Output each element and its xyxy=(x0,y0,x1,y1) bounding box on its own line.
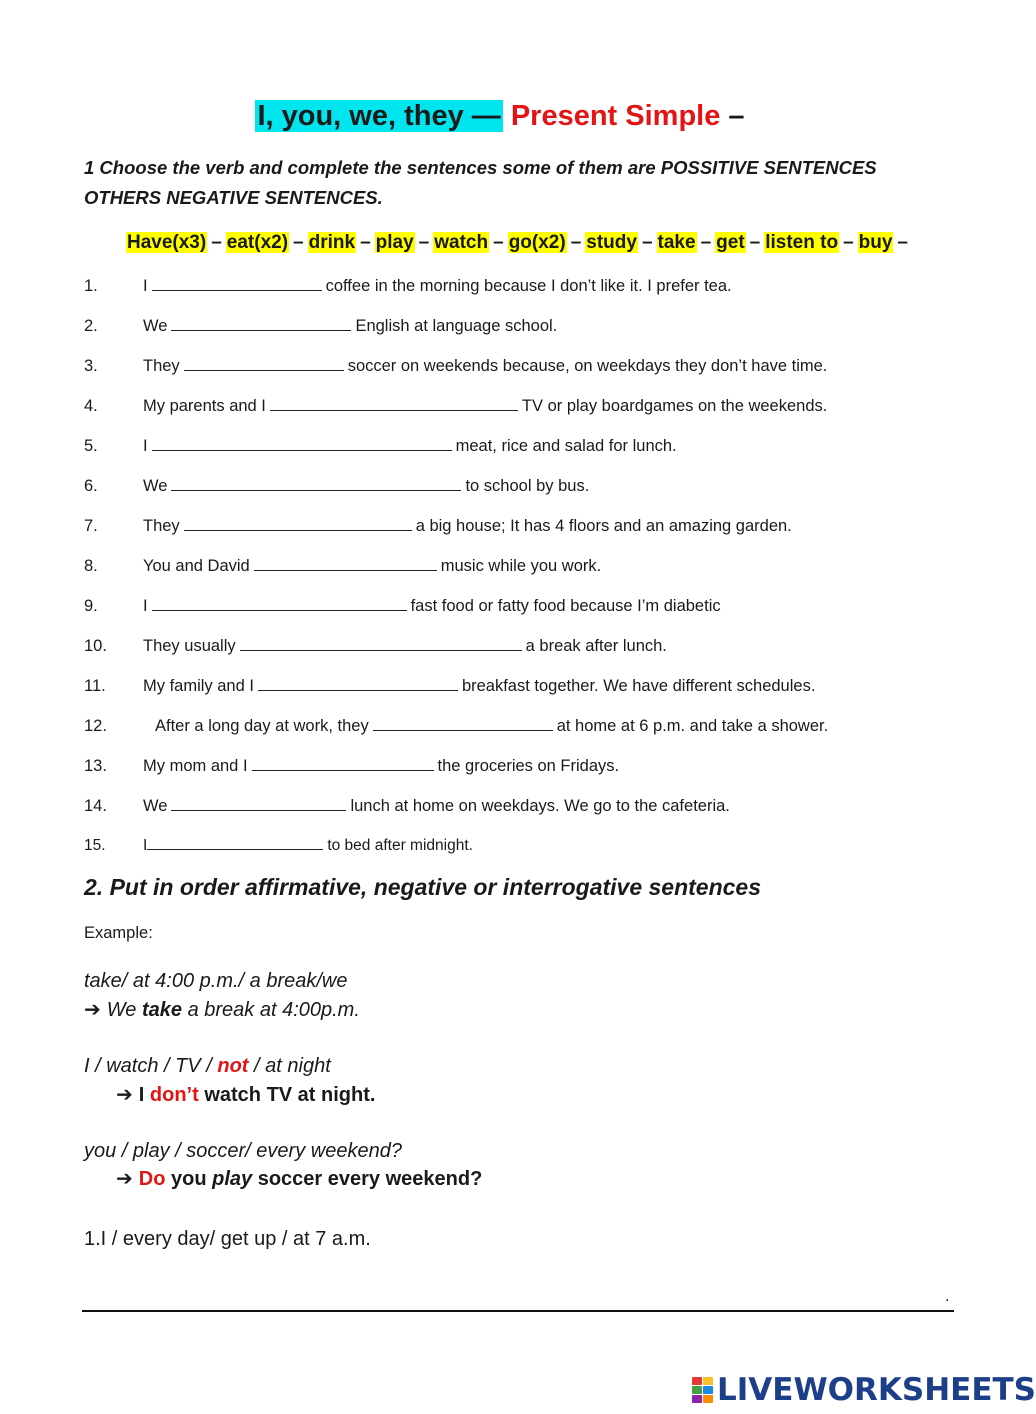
verb-separator: – xyxy=(897,232,908,253)
sentence-text xyxy=(143,672,815,700)
sentence-number: 11. xyxy=(84,677,106,695)
sentence-end: English at language school. xyxy=(355,317,558,335)
verb-bank-item: listen to xyxy=(765,232,839,253)
sentence-row xyxy=(84,512,964,552)
sentence-text xyxy=(143,552,601,580)
sentence-end: TV or play boardgames on the weekends. xyxy=(521,397,828,415)
sentence-number: 14. xyxy=(84,797,107,815)
sentence-number: 4. xyxy=(84,397,98,415)
arrow-icon: ➔ xyxy=(116,1168,133,1190)
logo-text: LIVEWORKSHEETS xyxy=(717,1372,1036,1408)
sentence-end: to bed after midnight. xyxy=(327,837,473,854)
sentence-end: the groceries on Fridays. xyxy=(437,757,620,775)
sentence-end: a big house; It has 4 floors and an amazing garden. xyxy=(415,517,792,535)
sentence-list xyxy=(84,272,964,870)
sentence-start: I xyxy=(143,437,148,455)
sentence-row xyxy=(84,352,964,392)
answer-blank[interactable] xyxy=(152,596,407,611)
exercise2-heading: 2. Put in order affirmative, negative or interrogative sentences xyxy=(84,874,762,900)
verb-bank-item: take xyxy=(657,232,696,253)
sentence-row xyxy=(84,312,964,352)
example3-answer-rest: soccer every weekend? xyxy=(257,1168,483,1190)
answer-blank[interactable] xyxy=(171,316,351,331)
sentence-number: 3. xyxy=(84,357,98,375)
sentence-text xyxy=(143,312,557,340)
sentence-number: 9. xyxy=(84,597,98,615)
sentence-start: I xyxy=(143,597,148,615)
sentence-text xyxy=(143,432,677,460)
verb-separator: – xyxy=(641,232,653,253)
answer-line-dot: . xyxy=(945,1288,950,1305)
sentence-number: 7. xyxy=(84,517,98,535)
example2-answer-rest: watch TV at night. xyxy=(204,1084,376,1106)
verb-separator: – xyxy=(211,232,222,253)
sentence-number: 12. xyxy=(84,717,107,735)
sentence-text xyxy=(143,392,827,420)
verb-separator: – xyxy=(360,232,371,253)
answer-blank[interactable] xyxy=(184,516,412,531)
exercise2-question-1: 1.I / every day/ get up / at 7 a.m. xyxy=(84,1228,371,1250)
example3-answer xyxy=(116,1164,482,1194)
example1-prompt: take/ at 4:00 p.m./ a break/we xyxy=(84,970,348,992)
answer-blank[interactable] xyxy=(270,396,518,411)
logo-icon-square xyxy=(692,1386,702,1394)
sentence-start: We xyxy=(143,797,168,815)
sentence-row xyxy=(84,552,964,592)
answer-blank[interactable] xyxy=(171,796,346,811)
answer-blank[interactable] xyxy=(373,716,553,731)
verb-separator: – xyxy=(418,232,430,253)
sentence-text xyxy=(143,352,827,380)
sentence-end: a break after lunch. xyxy=(525,637,667,655)
verb-separator: – xyxy=(493,232,504,253)
logo-icon-square xyxy=(703,1377,713,1385)
answer-blank[interactable] xyxy=(184,356,344,371)
sentence-text xyxy=(143,592,721,620)
verb-bank xyxy=(84,228,954,258)
sentence-start: You and David xyxy=(143,557,250,575)
sentence-row xyxy=(84,592,964,632)
sentence-start: I xyxy=(143,837,148,854)
answer-line-1[interactable] xyxy=(82,1310,954,1312)
sentence-start: They xyxy=(143,517,180,535)
sentence-row xyxy=(84,792,964,832)
example3-answer-subject: you xyxy=(171,1168,207,1190)
sentence-start: My family and I xyxy=(143,677,254,695)
example1-answer xyxy=(84,995,360,1025)
sentence-start: We xyxy=(143,317,168,335)
example1-answer-verb: take xyxy=(141,999,182,1021)
example2-answer xyxy=(116,1080,375,1110)
verb-bank-item: play xyxy=(375,232,414,253)
sentence-text xyxy=(143,632,667,660)
sentence-start: They usually xyxy=(143,637,236,655)
liveworksheets-logo xyxy=(692,1372,1036,1408)
title-dash: – xyxy=(728,100,745,132)
worksheet-title xyxy=(0,96,1000,136)
example2-prompt xyxy=(84,1051,331,1081)
verb-bank-item: study xyxy=(586,232,637,253)
example2-answer-aux: don’t xyxy=(149,1084,199,1106)
sentence-row xyxy=(84,672,964,712)
sentence-number: 1. xyxy=(84,277,98,295)
sentence-number: 13. xyxy=(84,757,107,775)
sentence-row xyxy=(84,752,964,792)
example3-answer-aux: Do xyxy=(138,1168,166,1190)
sentence-text xyxy=(143,472,589,500)
verb-bank-item: watch xyxy=(434,232,489,253)
verb-bank-item: go(x2) xyxy=(508,232,566,253)
example1-answer-rest: a break at 4:00p.m. xyxy=(187,999,360,1021)
logo-icon-square xyxy=(692,1395,702,1403)
answer-blank[interactable] xyxy=(254,556,437,571)
sentence-row xyxy=(84,472,964,512)
exercise1-instruction: 1 Choose the verb and complete the sentences some of them are POSSITIVE SENTENCES OTHERS NEGATIVE SENTENCES. xyxy=(84,157,877,208)
sentence-start: My mom and I xyxy=(143,757,248,775)
sentence-end: meat, rice and salad for lunch. xyxy=(455,437,677,455)
sentence-end: coffee in the morning because I don’t like it. I prefer tea. xyxy=(325,277,732,295)
sentence-start: My parents and I xyxy=(143,397,266,415)
example3-answer-verb: play xyxy=(212,1168,253,1190)
sentence-text xyxy=(143,792,730,820)
verb-bank-item: buy xyxy=(858,232,893,253)
verb-separator: – xyxy=(293,232,304,253)
answer-blank[interactable] xyxy=(240,636,522,651)
sentence-start: We xyxy=(143,477,168,495)
answer-blank[interactable] xyxy=(258,676,458,691)
sentence-end: lunch at home on weekdays. We go to the cafeteria. xyxy=(350,797,730,815)
sentence-text xyxy=(143,752,619,780)
sentence-text xyxy=(143,832,473,860)
verb-bank-item: drink xyxy=(308,232,356,253)
verb-separator: – xyxy=(749,232,761,253)
sentence-end: breakfast together. We have different schedules. xyxy=(461,677,816,695)
sentence-number: 2. xyxy=(84,317,98,335)
example2-prompt-start: I / watch / TV / xyxy=(84,1055,212,1077)
sentence-start: I xyxy=(143,277,148,295)
example1-answer-subject: We xyxy=(106,999,137,1021)
sentence-start: They xyxy=(143,357,180,375)
example2-prompt-end: / at night xyxy=(254,1055,331,1077)
verb-separator: – xyxy=(843,232,854,253)
sentence-text xyxy=(155,712,828,740)
sentence-row xyxy=(84,272,964,312)
sentence-end: music while you work. xyxy=(440,557,602,575)
sentence-row xyxy=(84,832,964,870)
answer-blank[interactable] xyxy=(252,756,434,771)
sentence-end: soccer on weekends because, on weekdays they don’t have time. xyxy=(347,357,828,375)
arrow-icon: ➔ xyxy=(116,1084,133,1106)
logo-icon-square xyxy=(703,1386,713,1394)
sentence-row xyxy=(84,392,964,432)
sentence-end: fast food or fatty food because I’m diabetic xyxy=(410,597,721,615)
sentence-number: 8. xyxy=(84,557,98,575)
sentence-row xyxy=(84,712,964,752)
answer-blank[interactable] xyxy=(152,276,322,291)
title-tense: Present Simple xyxy=(510,100,721,132)
sentence-number: 15. xyxy=(84,837,106,854)
answer-blank[interactable] xyxy=(171,476,461,491)
verb-bank-item: get xyxy=(716,232,745,253)
sentence-text xyxy=(143,272,732,300)
sentence-number: 6. xyxy=(84,477,98,495)
verb-bank-item: eat(x2) xyxy=(226,232,289,253)
sentence-number: 5. xyxy=(84,437,98,455)
example3-prompt: you / play / soccer/ every weekend? xyxy=(84,1140,402,1162)
verb-bank-item: Have(x3) xyxy=(126,232,207,253)
example2-answer-subject: I xyxy=(138,1084,145,1106)
sentence-start: After a long day at work, they xyxy=(155,717,369,735)
arrow-icon: ➔ xyxy=(84,999,101,1021)
answer-blank[interactable] xyxy=(152,436,452,451)
logo-icon xyxy=(692,1377,713,1403)
title-pronouns: I, you, we, they — xyxy=(257,100,501,132)
sentence-end: to school by bus. xyxy=(465,477,590,495)
sentence-row xyxy=(84,432,964,472)
logo-icon-square xyxy=(703,1395,713,1403)
example2-prompt-not: not xyxy=(217,1055,249,1077)
sentence-end: at home at 6 p.m. and take a shower. xyxy=(556,717,829,735)
answer-blank[interactable] xyxy=(147,835,323,850)
sentence-number: 10. xyxy=(84,637,107,655)
example-label: Example: xyxy=(84,924,153,942)
sentence-text xyxy=(143,512,792,540)
logo-icon-square xyxy=(692,1377,702,1385)
sentence-row xyxy=(84,632,964,672)
verb-separator: – xyxy=(700,232,712,253)
verb-separator: – xyxy=(570,232,582,253)
